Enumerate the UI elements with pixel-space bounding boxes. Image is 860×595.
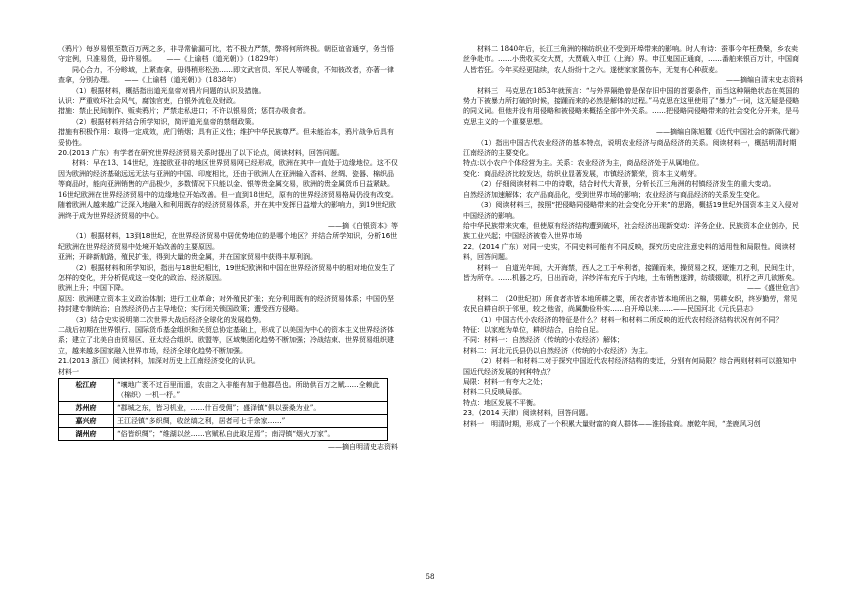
paragraph: 材料一 自道光年间，大开海禁，西人之工于牟利者，接踵而来，操贸易之权，逐锥刀之利，民间生计，皆为所夺。……机器之巧，日出而奇，洋纱洋布充斥于内地，土布销售遂滞，纺绩辍歇，机杼之声几欲断矣。 [463, 263, 799, 282]
right-column [463, 44, 803, 429]
question-text: 20.(2013 广东）有学者在研究世界经济贸易关系时提出了以下论点，阅读材料，回答问题。 [58, 149, 344, 158]
table-content: “俗皆织绸”；“维湖以丝……官赋私自此取足焉”；南浔镇“烟火万家”。 [114, 428, 388, 441]
question-text: （2）根据材料并结合所学知识，简评道光皇帝的禁烟政策。 [72, 117, 259, 126]
question-text: 23．(2014 天津）阅读材料，回答问题。 [463, 409, 593, 418]
source-citation: ——《盛世危言》 [747, 284, 803, 293]
table-content: “郡城之东，皆习机业，……什百受佣”；盛泽镇“俱以蚕桑为业”。 [114, 402, 388, 415]
left-column [58, 44, 398, 452]
question-text: （1）指出中国古代农业经济的基本特点，说明农业经济与商品经济的关系。阅读材料一，概括明清时期江南经济的主要变化。 [463, 138, 797, 158]
table-row [59, 379, 388, 402]
question-text: 特点:以小农户个体经营为主。关系：农业经济为主，商品经济处于从属地位。 [463, 159, 704, 168]
question-text: 亚洲；开辟新航路，殖民扩张，得到大量的贵金属，并在国家贸易中获得丰厚利润。 [58, 253, 317, 262]
question-text: 二战后初期在世界银行、国际货币基金组织和关贸总协定基础上，形成了以美国为中心的资本主义世界经济体系；建立了北美自由贸易区、亚太经合组织、欧盟等，区域集团化趋势不断加强；冷战结束、世界贸易组织建立，越来越多国家融入世界市场，经济全球化趋势不断加强。 [58, 325, 394, 355]
paragraph: 材料一 明清时期，形成了一个积累大量财富的商人群体——淮扬盐商。康乾年间，“垄鹿风习创 [463, 419, 761, 428]
paragraph: 材料：早在13、14世纪，连接欧亚非的地区世界贸易网已经形成，欧洲在其中一直处于边缘地位。这不仅因为欧洲的经济基础远远无法与亚洲的中国、印度相比，还由于欧洲人在亚洲输入香料、丝绸、瓷器、棉织品等商品时，能向亚洲销售的产品极少，多数情况下只能以金、银等贵金属交易，欧洲的贵金属货币日益紧缺。16世纪欧洲在世界经济贸易中的边缘地位开始改善。但一直到18世纪，原有的世界经济贸易格局仍没有改变。随着欧洲人越来越广泛深入地融入和利用既存的经济贸易体系，并在其中发挥日益增大的影响力，到19世纪欧洲终于成为世界经济贸易的中心。 [58, 159, 398, 220]
table-region: 湖州府 [59, 428, 114, 441]
question-text: 21.(2013 浙江）阅读材料，加深对历史上江南经济变化的认识。 [58, 357, 260, 366]
source-citation: ——摘自明清史志资料 [328, 443, 398, 451]
paragraph: 同心合力，不分畛域，上紧查拿，毋得稍形松劲……即文武官员、军民人等暖食，不知彼改者，亦著一律查拿，分别办理。 ——《上谕档（道光朝）》（1838年） [58, 65, 394, 85]
table-row [59, 428, 388, 441]
question-text: 自然经济加速解体；农产品商品化，受到世界市场的影响；农业经济与商品经济的关系发生变化。 [463, 190, 764, 199]
paragraph: （鸦片）每岁易银至数百万两之多，非寻常偷漏可比，若不极力严禁，弊将何所终极。朝臣谊省通亨，务当悟守定例，只准易货，毋许易银。 ——《上谕档（道光朝）》（1829年） [58, 45, 394, 64]
source-citation: ——摘《白银资本》等 [328, 221, 398, 230]
question-text: 材料二：河北元氏县仍以自然经济（传统的小农经济）为主。 [463, 346, 652, 355]
question-text: 给中华民族带来灾难，但使原有经济结构遭到破坏，社会经济出现新变动：洋务企业、民族资本企业创办，民族工业兴起；中国经济被卷入世界市场 [463, 221, 799, 241]
question-text: （1）根据材料，13到18世纪，在世界经济贸易中居优势地位的是哪个地区？并结合所学知识，分析16世纪欧洲在世界经济贸易中处境开始改善的主要原因。 [58, 232, 398, 251]
question-text: 认识：严重败坏社会风气，腐蚀官吏，白银外流危及财政。 [58, 97, 240, 106]
question-text: （3）阅读材料三，按照“把侵略同侵略带来的社会变化分开来”的思路，概括19世纪外国资本主义入侵对中国经济的影响。 [463, 201, 799, 220]
question-text: （1）根据材料，概括指出道光皇帝对鸦片问题的认识及措施。 [72, 86, 266, 95]
table-region: 松江府 [59, 379, 114, 402]
question-text: （1）中国古代小农经济的特征是什么？材料一和材料二所反映的近代农村经济结构状况有何不同？ [477, 315, 783, 324]
table-row [59, 415, 388, 428]
question-text: 原因：欧洲建立资本主义政治体制；进行工业革命；对外殖民扩张；充分利用既有的经济贸易体系；中国仍坚持封建专制统治；自然经济仍占主导地位；实行闭关锁国政策；遭受西方侵略。 [58, 294, 394, 314]
table-row [59, 402, 388, 415]
question-text: 欧洲上升；中国下降。 [58, 284, 128, 293]
paragraph: 材料三 马克思在1853年就预言：“与外界隔绝曾是保存旧中国的首要条件，而当这种隔绝状态在英国的势力下被暴力所打破的时候，接踵而来的必然是解体的过程。”马克思在这里使用了“暴力”一词，这无疑是侵略的同义词。但他并没有用侵略和被侵略来概括全部中外关系。……把侵略同侵略带来的社会变化分开来，是马克思主义的一个重要思想。 [463, 86, 800, 126]
page-number: 58 [425, 573, 435, 581]
question-text: 特点：地区发展不平衡。 [463, 398, 540, 407]
source-citation: ——摘编自陈旭麓《近代中国社会的新陈代谢》 [656, 128, 803, 137]
paragraph: 材料二 1840年后，长江三角洲的棉纺织业不受到开埠带来的影响。时人有诗：蚕事今年枉费槃，乡农卖丝争赴市。……小贵收买交大贾，大贾载入申江（上海）界。申江鬼国正通商，……番舶来银百万计，中国商人皆若狂。今年买经更陆续，农人纷纷十之六。遂使家家置伤车，无复有心种菽麦。 [463, 45, 799, 74]
question-text: 变化：商品经济比较发达，纺织业显著发展，市镇经济繁荣，资本主义萌芽。 [463, 169, 701, 178]
table-region: 苏州府 [59, 402, 114, 415]
question-text: 22．(2014 广东）对同一史实，不同史料可能有不同反映，探究历史应注意史料的适用性和局限性。阅读材料，回答问题。 [463, 242, 796, 262]
question-text: 材料二只反映局部。 [463, 388, 526, 397]
question-text: （2）材料一和材料二对于探究中国近代农村经济结构的变迁，分别有何局限？综合两则材料可以推知中国近代经济发展的何种特点？ [463, 357, 797, 376]
table-region: 嘉兴府 [59, 415, 114, 428]
question-text: （2）仔细阅读材料二中的诗歌，结合时代大背景，分析长江三角洲的村镇经济发生的重大变动。 [477, 180, 776, 189]
source-citation: ——摘编自清末史志资料 [726, 76, 803, 85]
question-text: 特征：以家庭为单位，耕织结合，自给自足。 [463, 325, 603, 334]
table-content: “壤地广袤不过百里而遥，农亩之入非能有加于他郡邑也。所助供百万之赋……全赖此（棉织）一机一杼。” [114, 379, 388, 402]
question-text: 不同：材料一：自然经济（传统的小农经济）解体； [463, 336, 624, 345]
question-text: 措施有积极作用：取得一定成效，虎门销烟；具有正义性；维护中华民族尊严。但未能治本，鸦片战争后具有妥协性。 [58, 128, 394, 147]
table-content: 王江泾镇“多织绸，收丝缟之利，居者可七千余家……” [114, 415, 388, 428]
question-text: （2）根据材料和所学知识，指出与18世纪相比，19世纪欧洲和中国在世界经济贸易中的相对地位发生了怎样的变化，并分析促成这一变化的政治、经济原因。 [58, 263, 396, 282]
question-text: 局限：材料一有夸大之处； [463, 378, 547, 386]
paragraph: 材料一 [58, 367, 79, 376]
paragraph: 材料二 （20世纪初）所食者亦皆本地所耕之粟，所衣者亦皆本地所出之棉，男耕女织，终岁勤劳，常见农民自耕自织于邻里，较之他省，尚属勤俭朴实……自开埠以来……——民国河北《元氏县志》 [463, 294, 798, 314]
material-table [58, 378, 388, 441]
question-text: （3）结合史实说明第二次世界大战后经济全球化的发展趋势。 [72, 315, 266, 324]
question-text: 措施：禁止民间制作、贩卖鸦片；严禁走私进口；不许以银易货；惩罚办吸食者。 [58, 107, 310, 116]
